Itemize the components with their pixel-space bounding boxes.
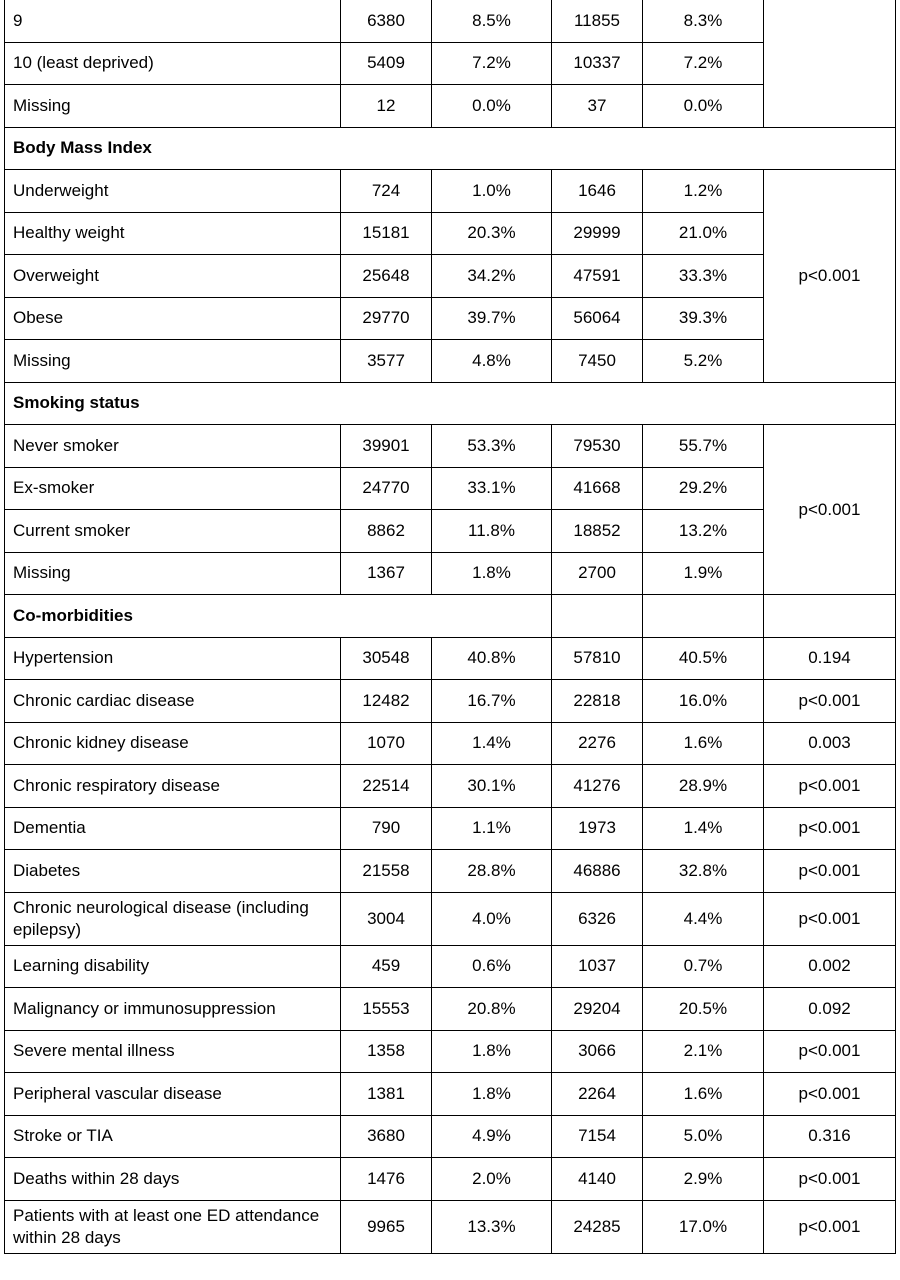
row-label: 9	[5, 0, 341, 42]
row-label: Chronic kidney disease	[5, 722, 341, 765]
p-value: p<0.001	[764, 1030, 896, 1073]
table-row	[5, 42, 896, 85]
table-row	[5, 637, 896, 680]
table-row	[5, 255, 896, 298]
group2-count: 11855	[552, 0, 643, 42]
table-row	[5, 0, 896, 42]
group1-percent: 33.1%	[432, 467, 552, 510]
table-row	[5, 212, 896, 255]
table-row	[5, 945, 896, 988]
table-row	[5, 170, 896, 213]
section-title: Co-morbidities	[5, 595, 552, 638]
row-label: Dementia	[5, 807, 341, 850]
row-label: Never smoker	[5, 425, 341, 468]
row-label: Chronic respiratory disease	[5, 765, 341, 808]
p-value: p<0.001	[764, 1073, 896, 1116]
group2-count: 7154	[552, 1115, 643, 1158]
row-label: Chronic cardiac disease	[5, 680, 341, 723]
group2-percent: 2.1%	[643, 1030, 764, 1073]
p-value	[764, 0, 896, 127]
p-value: p<0.001	[764, 1158, 896, 1201]
group1-percent: 8.5%	[432, 0, 552, 42]
row-label: Malignancy or immunosuppression	[5, 988, 341, 1031]
table-row	[5, 892, 896, 945]
empty-cell	[764, 595, 896, 638]
group1-percent: 1.4%	[432, 722, 552, 765]
group2-count: 37	[552, 85, 643, 128]
group1-count: 15553	[341, 988, 432, 1031]
group1-percent: 7.2%	[432, 42, 552, 85]
group1-percent: 30.1%	[432, 765, 552, 808]
group2-percent: 4.4%	[643, 892, 764, 945]
row-label: Peripheral vascular disease	[5, 1073, 341, 1116]
group2-percent: 17.0%	[643, 1200, 764, 1253]
group2-percent: 16.0%	[643, 680, 764, 723]
group2-percent: 0.0%	[643, 85, 764, 128]
p-value: 0.092	[764, 988, 896, 1031]
group2-percent: 0.7%	[643, 945, 764, 988]
row-label: Underweight	[5, 170, 341, 213]
row-label: Current smoker	[5, 510, 341, 553]
row-label: Chronic neurological disease (including epilepsy)	[5, 892, 341, 945]
group2-count: 22818	[552, 680, 643, 723]
table-row	[5, 425, 896, 468]
group1-count: 15181	[341, 212, 432, 255]
group1-count: 3004	[341, 892, 432, 945]
group1-count: 39901	[341, 425, 432, 468]
group2-count: 29204	[552, 988, 643, 1031]
table-row	[5, 1073, 896, 1116]
group1-count: 22514	[341, 765, 432, 808]
group2-count: 4140	[552, 1158, 643, 1201]
group2-percent: 55.7%	[643, 425, 764, 468]
group1-count: 30548	[341, 637, 432, 680]
group2-percent: 20.5%	[643, 988, 764, 1031]
table-row	[5, 340, 896, 383]
group1-count: 12482	[341, 680, 432, 723]
group2-percent: 1.6%	[643, 722, 764, 765]
empty-cell	[643, 595, 764, 638]
group2-count: 2700	[552, 552, 643, 595]
group1-percent: 13.3%	[432, 1200, 552, 1253]
group2-percent: 13.2%	[643, 510, 764, 553]
section-title: Body Mass Index	[5, 127, 896, 170]
row-label: Obese	[5, 297, 341, 340]
table-row	[5, 680, 896, 723]
group2-count: 10337	[552, 42, 643, 85]
group2-count: 46886	[552, 850, 643, 893]
table-row	[5, 1115, 896, 1158]
empty-cell	[552, 595, 643, 638]
p-value: p<0.001	[764, 765, 896, 808]
p-value: p<0.001	[764, 1200, 896, 1253]
group1-count: 5409	[341, 42, 432, 85]
group1-count: 8862	[341, 510, 432, 553]
group1-percent: 4.8%	[432, 340, 552, 383]
group1-count: 1476	[341, 1158, 432, 1201]
group2-percent: 1.4%	[643, 807, 764, 850]
section-header-row	[5, 595, 896, 638]
p-value: 0.002	[764, 945, 896, 988]
group1-count: 3577	[341, 340, 432, 383]
group2-count: 79530	[552, 425, 643, 468]
group2-count: 56064	[552, 297, 643, 340]
row-label: Patients with at least one ED attendance within 28 days	[5, 1200, 341, 1253]
group1-count: 3680	[341, 1115, 432, 1158]
p-value: 0.316	[764, 1115, 896, 1158]
group1-percent: 39.7%	[432, 297, 552, 340]
group1-count: 29770	[341, 297, 432, 340]
group1-count: 724	[341, 170, 432, 213]
group1-percent: 0.6%	[432, 945, 552, 988]
section-header-row	[5, 127, 896, 170]
group1-percent: 1.8%	[432, 1073, 552, 1116]
group1-percent: 1.8%	[432, 1030, 552, 1073]
table-row	[5, 85, 896, 128]
row-label: Stroke or TIA	[5, 1115, 341, 1158]
group2-percent: 5.0%	[643, 1115, 764, 1158]
row-label: Healthy weight	[5, 212, 341, 255]
patient-characteristics-table	[4, 0, 896, 1254]
table-row	[5, 1158, 896, 1201]
group1-percent: 4.0%	[432, 892, 552, 945]
table-row	[5, 467, 896, 510]
row-label: Deaths within 28 days	[5, 1158, 341, 1201]
row-label: Learning disability	[5, 945, 341, 988]
group1-percent: 0.0%	[432, 85, 552, 128]
p-value: 0.194	[764, 637, 896, 680]
group2-percent: 8.3%	[643, 0, 764, 42]
group2-percent: 28.9%	[643, 765, 764, 808]
row-label: Hypertension	[5, 637, 341, 680]
group1-percent: 11.8%	[432, 510, 552, 553]
group2-count: 2276	[552, 722, 643, 765]
group2-count: 24285	[552, 1200, 643, 1253]
p-value: p<0.001	[764, 807, 896, 850]
group2-percent: 40.5%	[643, 637, 764, 680]
table-row	[5, 1030, 896, 1073]
table-row	[5, 510, 896, 553]
group1-count: 1381	[341, 1073, 432, 1116]
group2-count: 7450	[552, 340, 643, 383]
group2-percent: 33.3%	[643, 255, 764, 298]
row-label: Missing	[5, 552, 341, 595]
group1-count: 12	[341, 85, 432, 128]
group1-count: 790	[341, 807, 432, 850]
p-value: 0.003	[764, 722, 896, 765]
table-row	[5, 807, 896, 850]
group1-percent: 34.2%	[432, 255, 552, 298]
p-value: p<0.001	[764, 425, 896, 595]
group1-count: 24770	[341, 467, 432, 510]
group2-percent: 2.9%	[643, 1158, 764, 1201]
section-title: Smoking status	[5, 382, 896, 425]
group2-percent: 29.2%	[643, 467, 764, 510]
group1-percent: 1.0%	[432, 170, 552, 213]
section-header-row	[5, 382, 896, 425]
group1-percent: 2.0%	[432, 1158, 552, 1201]
group2-percent: 1.2%	[643, 170, 764, 213]
group1-count: 9965	[341, 1200, 432, 1253]
group2-count: 1037	[552, 945, 643, 988]
group2-percent: 32.8%	[643, 850, 764, 893]
row-label: Diabetes	[5, 850, 341, 893]
row-label: 10 (least deprived)	[5, 42, 341, 85]
group1-count: 6380	[341, 0, 432, 42]
group1-count: 1358	[341, 1030, 432, 1073]
group2-count: 41668	[552, 467, 643, 510]
row-label: Missing	[5, 340, 341, 383]
group1-percent: 1.1%	[432, 807, 552, 850]
table-row	[5, 297, 896, 340]
table-row	[5, 850, 896, 893]
group2-percent: 1.9%	[643, 552, 764, 595]
group2-percent: 1.6%	[643, 1073, 764, 1116]
group1-percent: 20.3%	[432, 212, 552, 255]
group2-percent: 7.2%	[643, 42, 764, 85]
group1-percent: 20.8%	[432, 988, 552, 1031]
group1-percent: 40.8%	[432, 637, 552, 680]
group2-count: 41276	[552, 765, 643, 808]
group2-count: 29999	[552, 212, 643, 255]
group2-percent: 39.3%	[643, 297, 764, 340]
group1-percent: 28.8%	[432, 850, 552, 893]
group1-count: 1070	[341, 722, 432, 765]
group2-percent: 5.2%	[643, 340, 764, 383]
group1-percent: 53.3%	[432, 425, 552, 468]
group1-count: 21558	[341, 850, 432, 893]
group2-count: 6326	[552, 892, 643, 945]
p-value: p<0.001	[764, 892, 896, 945]
group1-count: 459	[341, 945, 432, 988]
group2-count: 1646	[552, 170, 643, 213]
table-row	[5, 1200, 896, 1253]
group1-percent: 16.7%	[432, 680, 552, 723]
p-value: p<0.001	[764, 680, 896, 723]
group2-count: 2264	[552, 1073, 643, 1116]
group2-count: 47591	[552, 255, 643, 298]
table-row	[5, 552, 896, 595]
table-row	[5, 722, 896, 765]
group1-count: 1367	[341, 552, 432, 595]
row-label: Missing	[5, 85, 341, 128]
group2-percent: 21.0%	[643, 212, 764, 255]
group1-count: 25648	[341, 255, 432, 298]
group2-count: 1973	[552, 807, 643, 850]
table-row	[5, 765, 896, 808]
p-value: p<0.001	[764, 170, 896, 383]
group2-count: 18852	[552, 510, 643, 553]
row-label: Ex-smoker	[5, 467, 341, 510]
table-row	[5, 988, 896, 1031]
group2-count: 3066	[552, 1030, 643, 1073]
p-value: p<0.001	[764, 850, 896, 893]
group1-percent: 1.8%	[432, 552, 552, 595]
group1-percent: 4.9%	[432, 1115, 552, 1158]
row-label: Severe mental illness	[5, 1030, 341, 1073]
group2-count: 57810	[552, 637, 643, 680]
row-label: Overweight	[5, 255, 341, 298]
